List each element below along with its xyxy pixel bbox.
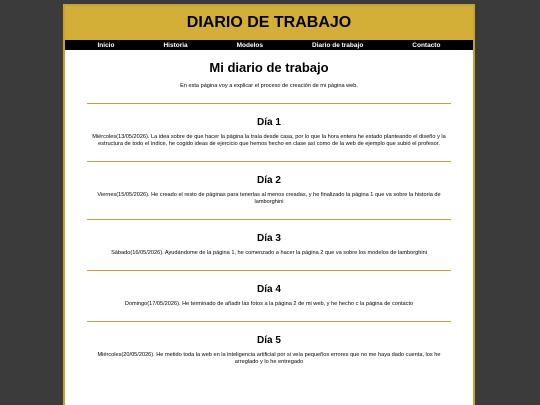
divider	[87, 161, 451, 162]
main-nav	[65, 40, 473, 50]
site-title: DIARIO DE TRABAJO	[186, 14, 352, 31]
day-5-text: Miércoles(20/05/2026). He metido toda la web en la inteligencia artificial por si veía pequeños errores que no me haya dado cuenta, los he arreglado y lo he entregado	[97, 352, 441, 365]
page-title: Mi diario de trabajo	[209, 60, 329, 75]
divider	[87, 219, 451, 220]
day-4-text: Domingo(17/05/2026). He terminado de añadir las fotos a la página 2 de mi web, y he hecho c la página de contacto	[124, 301, 414, 307]
day-2-text: Viernes(15/05/2026). He creado el resto de páginas para tenerlas al menos creadas, y he finalizado la página 1 que va sobre la historia de lamborghini	[97, 192, 441, 205]
site-header	[65, 6, 473, 40]
day-3-title: Día 3	[257, 233, 281, 244]
intro-text: En esta página voy a explicar el proceso de creación de mi página web.	[180, 83, 358, 89]
day-1-text: Miércoles(13/05/2026). La idea sobre de que hacer la página la traía desde casa, por lo que la hora entera he estado planteando el diseño y la estructura de todo el índice, he cogido ideas de ejercicio que hemos hecho en clase así como de la web de ejemplo que subió el profesor.	[92, 134, 446, 147]
day-2-title: Día 2	[257, 175, 281, 186]
divider	[87, 103, 451, 104]
main-content	[65, 60, 473, 366]
nav-item-inicio[interactable]: Inicio	[97, 41, 115, 49]
day-3-text: Sábado(16/05/2026). Ayudándome de la página 1, he comenzado a hacer la página 2 que va sobre los modelos de lamborghini	[111, 250, 427, 256]
day-5-title: Día 5	[257, 335, 281, 346]
nav-item-diario[interactable]: Diario de trabajo	[312, 41, 364, 49]
divider	[87, 321, 451, 322]
nav-item-historia[interactable]: Historia	[163, 41, 188, 49]
day-1-title: Día 1	[257, 117, 281, 128]
nav-item-contacto[interactable]: Contacto	[412, 41, 441, 49]
nav-item-modelos[interactable]: Modelos	[236, 41, 264, 49]
day-4-title: Día 4	[257, 284, 281, 295]
page-container	[63, 4, 475, 405]
divider	[87, 270, 451, 271]
